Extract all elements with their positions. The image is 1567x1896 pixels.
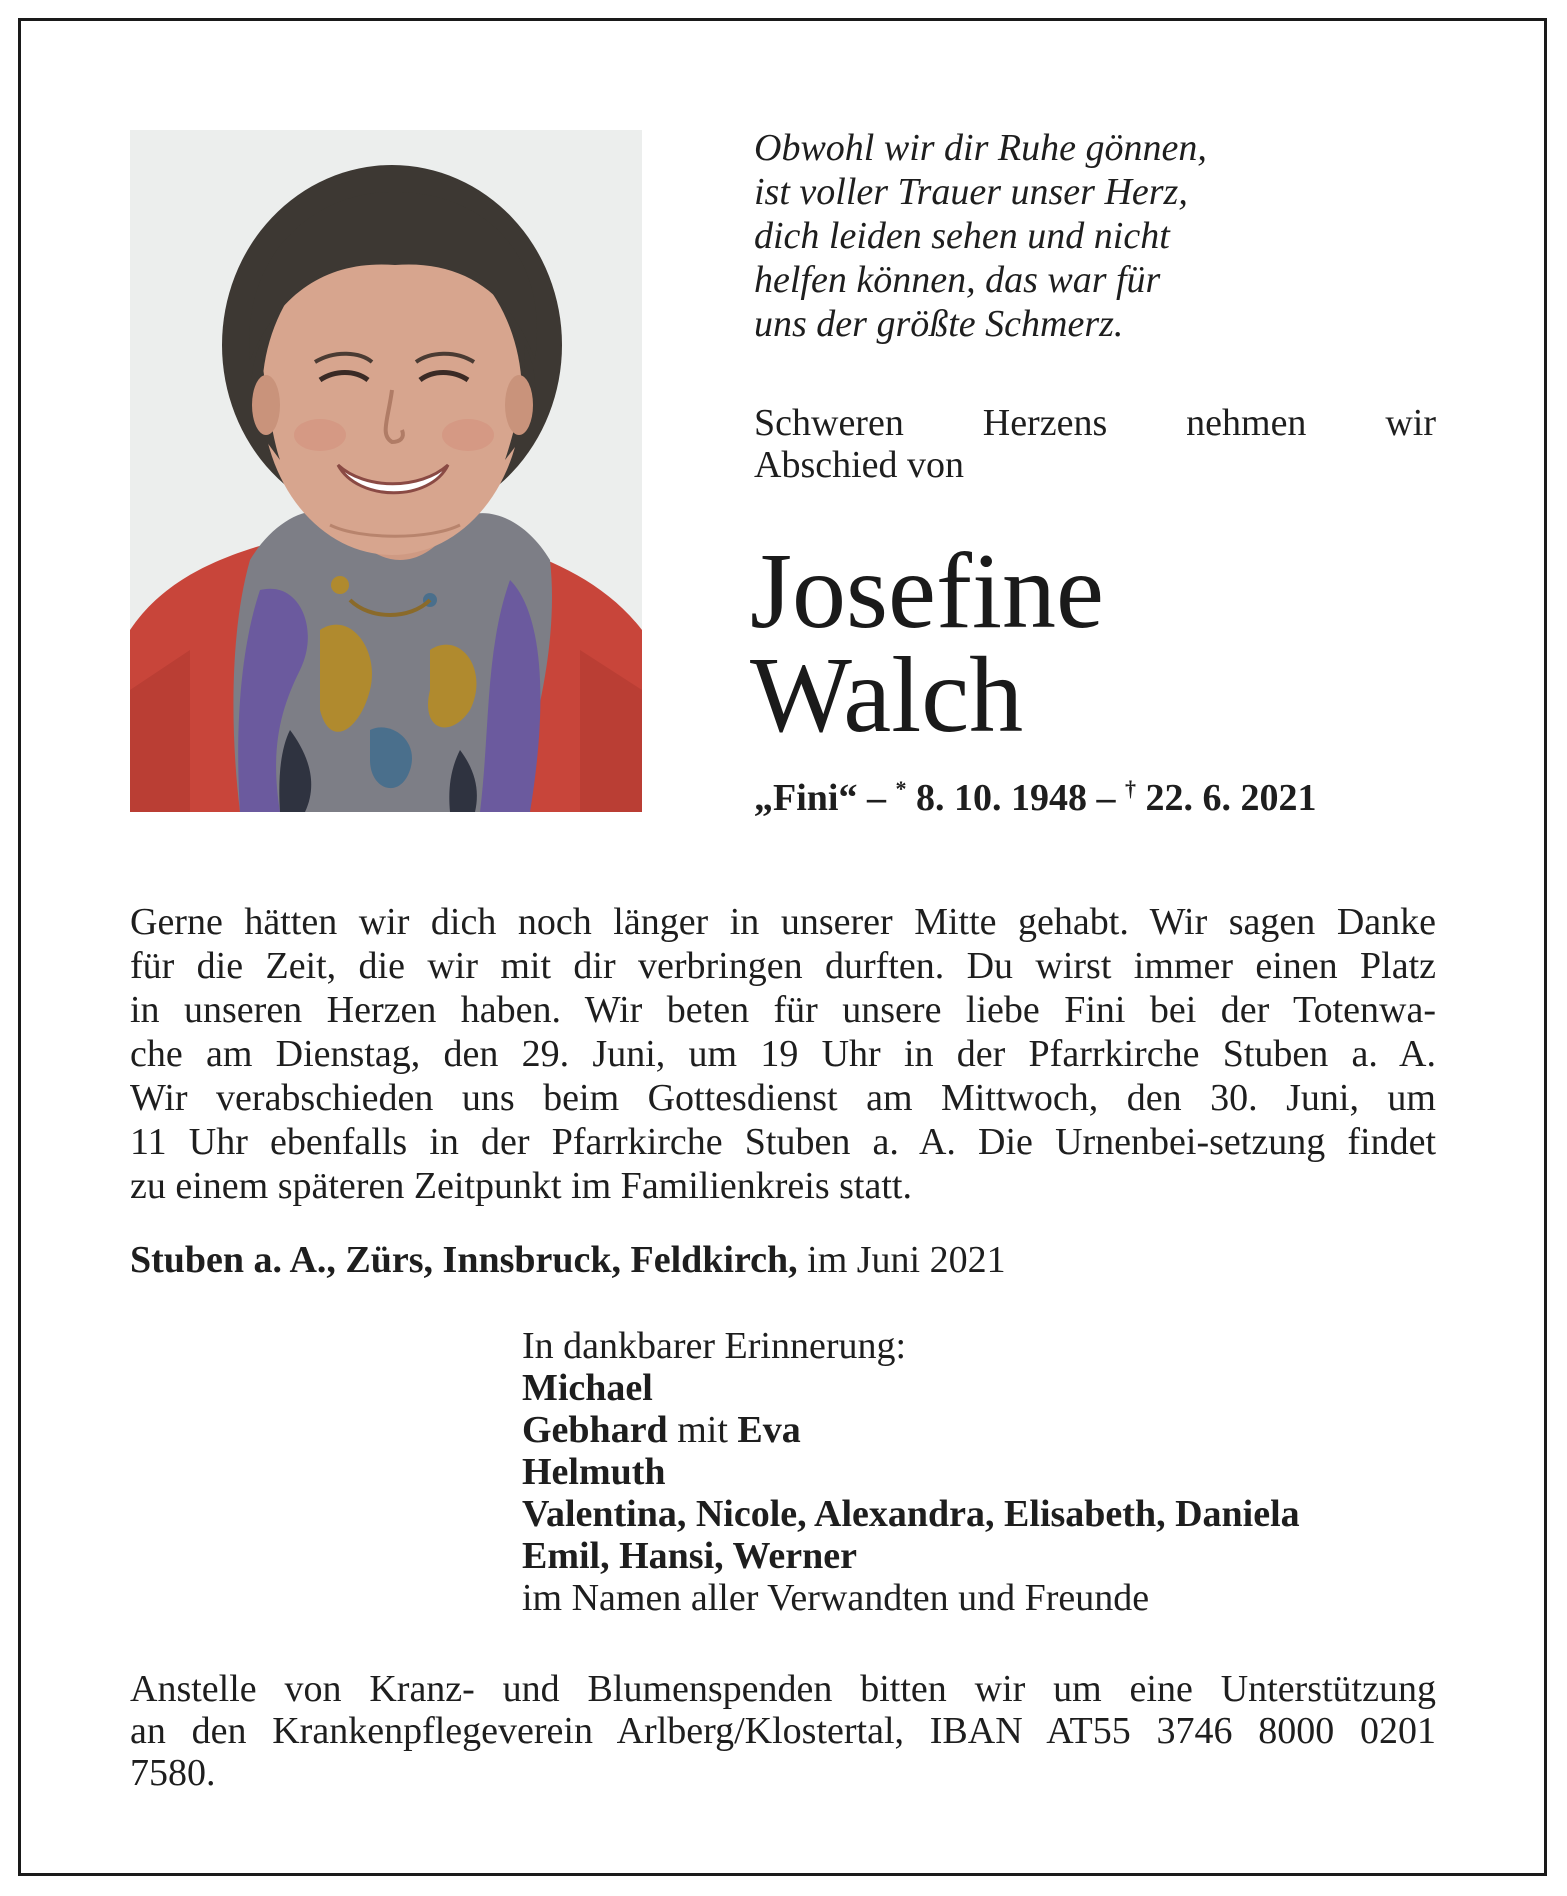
death-symbol: † xyxy=(1124,776,1136,801)
mourner-names: Valentina, Nicole, Alexandra, Elisabeth, Daniela xyxy=(522,1493,1300,1535)
donation-line: 7580. xyxy=(130,1752,216,1794)
poem-line: dich leiden sehen und nicht xyxy=(754,215,1170,257)
nickname: „Fini“ xyxy=(754,777,858,819)
place-and-date xyxy=(130,1238,1006,1282)
poem-line: helfen können, das war für xyxy=(754,259,1161,301)
dash: – xyxy=(857,777,896,819)
intro-word: nehmen xyxy=(1186,402,1307,444)
mourner-name: Helmuth xyxy=(522,1451,666,1493)
last-name: Walch xyxy=(750,636,1024,755)
life-dates xyxy=(754,776,1316,820)
poem-line: uns der größte Schmerz. xyxy=(754,303,1124,345)
mourner-name: Gebhard xyxy=(522,1409,668,1451)
mourners-list xyxy=(522,1325,1300,1619)
intro-word: Schweren xyxy=(754,402,904,444)
mourner-connector: mit xyxy=(667,1409,738,1451)
mourner-row xyxy=(522,1409,1300,1451)
portrait-illustration xyxy=(130,130,642,812)
birth-date: 8. 10. 1948 xyxy=(906,777,1087,819)
notice-body xyxy=(130,900,1436,1208)
body-line: Gerne hätten wir dich noch länger in unserer Mitte gehabt. Wir sagen Danke xyxy=(130,901,1436,943)
intro-word: Herzens xyxy=(982,402,1108,444)
farewell-intro xyxy=(754,402,1436,486)
body-line: zu einem späteren Zeitpunkt im Familienkreis statt. xyxy=(130,1165,912,1207)
mourner-names: Emil, Hansi, Werner xyxy=(522,1535,857,1577)
locations: Stuben a. A., Zürs, Innsbruck, Feldkirch, xyxy=(130,1239,798,1281)
farewell-intro-line xyxy=(754,402,1436,444)
birth-symbol: * xyxy=(895,776,907,801)
donation-line: Anstelle von Kranz- und Blumenspenden bitten wir um eine Unterstützung xyxy=(130,1668,1436,1710)
body-line: 11 Uhr ebenfalls in der Pfarrkirche Stuben a. A. Die Urnenbei-setzung findet xyxy=(130,1121,1436,1163)
mourners-closing: im Namen aller Verwandten und Freunde xyxy=(522,1577,1150,1619)
mourner-name: Eva xyxy=(737,1409,801,1451)
memorial-poem xyxy=(754,126,1394,346)
deceased-name xyxy=(750,532,1104,755)
donation-line: an den Krankenpflegeverein Arlberg/Klostertal, IBAN AT55 3746 8000 0201 xyxy=(130,1710,1436,1752)
poem-line: Obwohl wir dir Ruhe gönnen, xyxy=(754,127,1207,169)
dash: – xyxy=(1086,777,1125,819)
death-date: 22. 6. 2021 xyxy=(1135,777,1317,819)
body-line: Wir verabschieden uns beim Gottesdienst am Mittwoch, den 30. Juni, um xyxy=(130,1077,1436,1119)
body-line: für die Zeit, die wir mit dir verbringen durften. Du wirst immer einen Platz xyxy=(130,945,1436,987)
farewell-intro-line: Abschied von xyxy=(754,444,965,486)
body-line: in unseren Herzen haben. Wir beten für unsere liebe Fini bei der Totenwa- xyxy=(130,989,1436,1031)
donation-note xyxy=(130,1668,1436,1794)
mourner-name: Michael xyxy=(522,1367,653,1409)
poem-line: ist voller Trauer unser Herz, xyxy=(754,171,1188,213)
portrait-photo xyxy=(130,130,642,812)
first-name: Josefine xyxy=(750,532,1104,651)
intro-word: wir xyxy=(1385,402,1436,444)
mourners-heading: In dankbarer Erinnerung: xyxy=(522,1325,907,1367)
notice-date: im Juni 2021 xyxy=(797,1239,1006,1281)
body-line: che am Dienstag, den 29. Juni, um 19 Uhr in der Pfarrkirche Stuben a. A. xyxy=(130,1033,1436,1075)
